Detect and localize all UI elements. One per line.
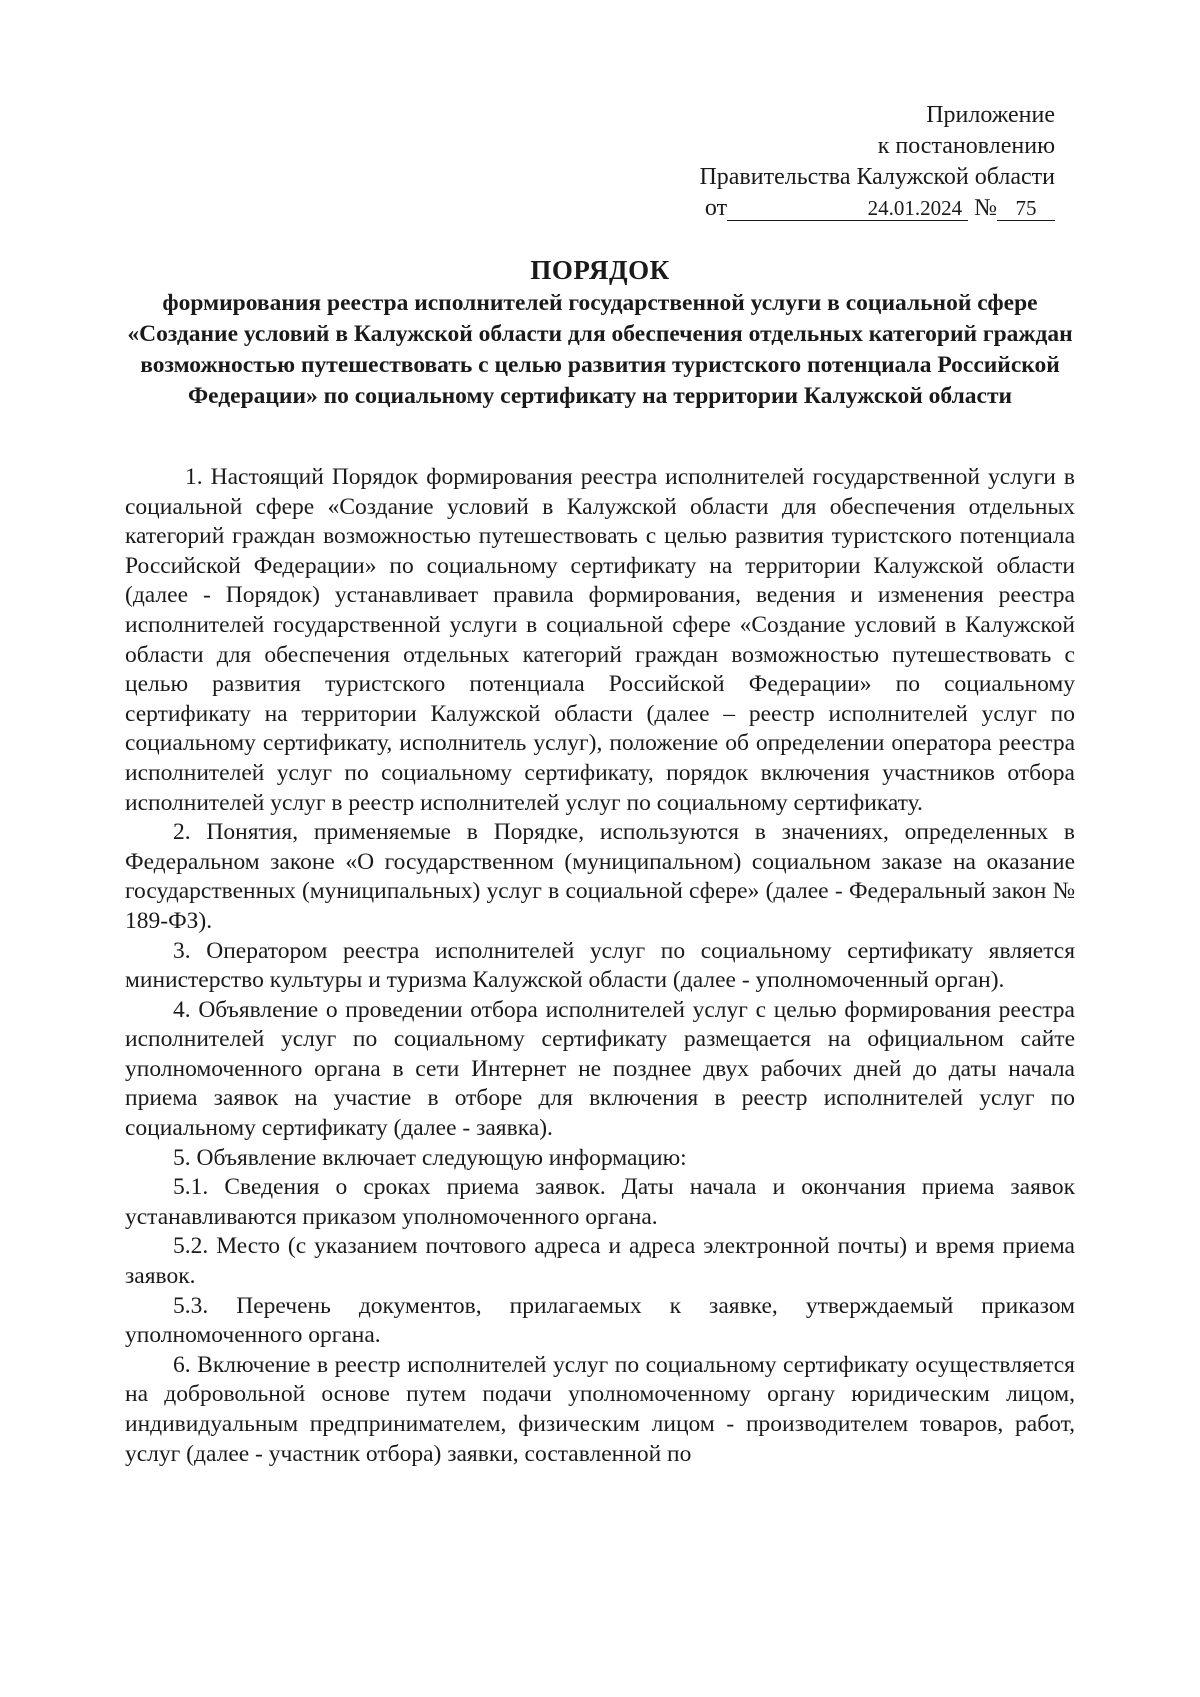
resolution-number: 75: [997, 196, 1055, 221]
paragraph-5: 5. Объявление включает следующую информацию:: [173, 1144, 687, 1171]
resolution-date-line: [699, 193, 1055, 224]
number-prefix: №: [974, 195, 997, 221]
appendix-label: Приложение: [926, 102, 1055, 128]
title-subtitle: формирования реестра исполнителей государственной услуги в социальной сфере «Создание условий в Калужской области для обеспечения отдельных категорий граждан возможностью путешествовать с целью развития туристского потенциала Российской Федерации» по социальному сертификату на территории Калужской области: [127, 290, 1073, 409]
paragraph-6: 6. Включение в реестр исполнителей услуг по социальному сертификату осуществляется на добровольной основе путем подачи уполномоченному органу юридическим лицом, индивидуальным предпринимателем, физическим лицом - производителем товаров, работ, услуг (далее - участник отбора) заявки, составленной по: [125, 1351, 1075, 1467]
paragraph-2: 2. Понятия, применяемые в Порядке, используются в значениях, определенных в Федеральном законе «О государственном (муниципальном) социальном заказе на оказание государственных (муниципальных) услуг в социальной сфере» (далее - Федеральный закон № 189-ФЗ).: [125, 819, 1075, 934]
paragraph-5-1: 5.1. Сведения о сроках приема заявок. Даты начала и окончания приема заявок устанавливаются приказом уполномоченного органа.: [125, 1174, 1075, 1230]
date-prefix: от: [704, 195, 728, 221]
resolution-date: 24.01.2024: [727, 196, 968, 221]
appendix-government: Правительства Калужской области: [699, 164, 1055, 190]
paragraph-3: 3. Оператором реестра исполнителей услуг по социальному сертификату является министерство культуры и туризма Калужской области (далее - уполномоченный орган).: [125, 937, 1075, 994]
document-body: [125, 463, 1075, 1469]
paragraph-5-2: 5.2. Место (с указанием почтового адреса и адреса электронной почты) и время приема заявок.: [125, 1233, 1075, 1290]
appendix-resolution-ref: к постановлению: [877, 133, 1055, 159]
document-title: [125, 253, 1075, 412]
paragraph-4: 4. Объявление о проведении отбора исполнителей услуг с целью формирования реестра исполнителей услуг по социальному сертификату размещается на официальном сайте уполномоченного органа в сети Интернет не позднее двух рабочих дней до даты начала приема заявок на участие в отборе для включения в реестр исполнителей услуг по социальному сертификату (далее - заявка).: [125, 996, 1075, 1142]
paragraph-5-3: 5.3. Перечень документов, прилагаемых к заявке, утверждаемый приказом уполномоченного органа.: [125, 1292, 1075, 1349]
paragraph-1: 1. Настоящий Порядок формирования реестра исполнителей государственной услуги в социальной сфере «Создание условий в Калужской области для обеспечения отдельных категорий граждан возможностью путешествовать с целью развития туристского потенциала Российской Федерации» по социальному сертификату на территории Калужской области (далее - Порядок) устанавливает правила формирования, ведения и изменения реестра исполнителей государственной услуги в социальной сфере «Создание условий в Калужской области для обеспечения отдельных категорий граждан возможностью путешествовать с целью развития туристского потенциала Российской Федерации» по социальному сертификату на территории Калужской области (далее – реестр исполнителей услуг по социальному сертификату, исполнитель услуг), положение об определении оператора реестра исполнителей услуг по социальному сертификату, порядок включения участников отбора исполнителей услуг в реестр исполнителей услуг по социальному сертификату.: [125, 464, 1075, 816]
appendix-header: [699, 100, 1055, 224]
title-main: ПОРЯДОК: [530, 255, 670, 285]
